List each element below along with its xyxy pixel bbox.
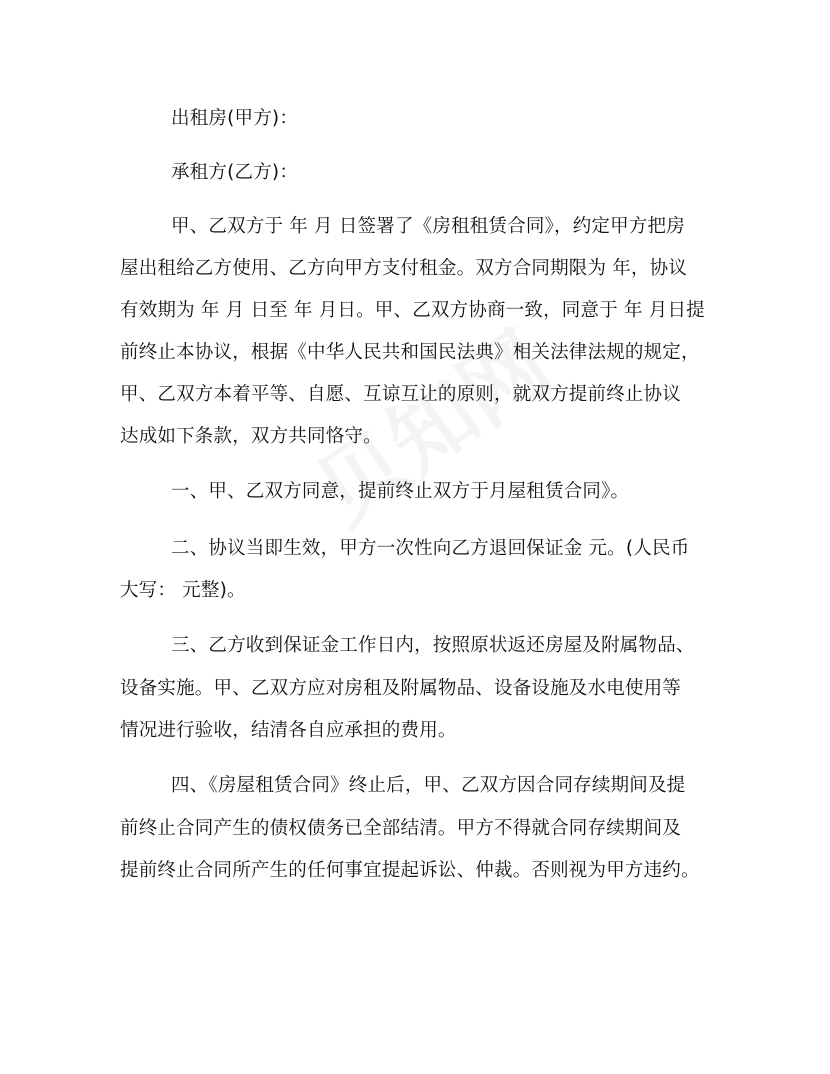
- clause-3-line-1: 三、乙方收到保证金工作日内，按照原状返还房屋及附属物品、: [171, 635, 695, 656]
- intro-line-1: 甲、乙双方于 年 月 日签署了《房租租赁合同》，约定甲方把房: [171, 216, 685, 237]
- clause-1-line-1: 一、甲、乙双方同意，提前终止双方于月屋租赁合同》。: [171, 481, 630, 502]
- lessee-label: 承租方(乙方)：: [171, 162, 299, 183]
- intro-line-2: 屋出租给乙方使用、乙方向甲方支付租金。双方合同期限为 年，协议: [120, 258, 688, 279]
- clause-4-line-2: 前终止合同产生的债权债务已全部结清。甲方不得就合同存续期间及: [120, 818, 682, 839]
- clause-4-line-1: 四、《房屋租赁合同》终止后，甲、乙双方因合同存续期间及提: [171, 775, 686, 796]
- clause-2-line-1: 二、协议当即生效，甲方一次性向乙方退回保证金 元。(人民币: [171, 538, 690, 559]
- clause-2-line-2: 大写： 元整)。: [120, 580, 246, 601]
- intro-line-5: 甲、乙双方本着平等、自愿、互谅互让的原则，就双方提前终止协议: [120, 384, 682, 405]
- lessor-label: 出租房(甲方)：: [171, 108, 299, 129]
- watermark: [288, 297, 571, 547]
- intro-line-3: 有效期为 年 月 日至 年 月日。甲、乙双方协商一致，同意于 年 月日提: [120, 300, 705, 321]
- clause-3-line-3: 情况进行验收，结清各自应承担的费用。: [120, 720, 457, 741]
- clause-4-line-3: 提前终止合同所产生的任何事宜提起诉讼、仲裁。否则视为甲方违约。: [120, 860, 700, 881]
- intro-line-4: 前终止本协议，根据《中华人民共和国民法典》相关法律法规的规定，: [120, 342, 700, 363]
- intro-line-6: 达成如下条款，双方共同恪守。: [120, 426, 382, 447]
- clause-3-line-2: 设备实施。甲、乙双方应对房租及附属物品、设备设施及水电使用等: [120, 678, 682, 699]
